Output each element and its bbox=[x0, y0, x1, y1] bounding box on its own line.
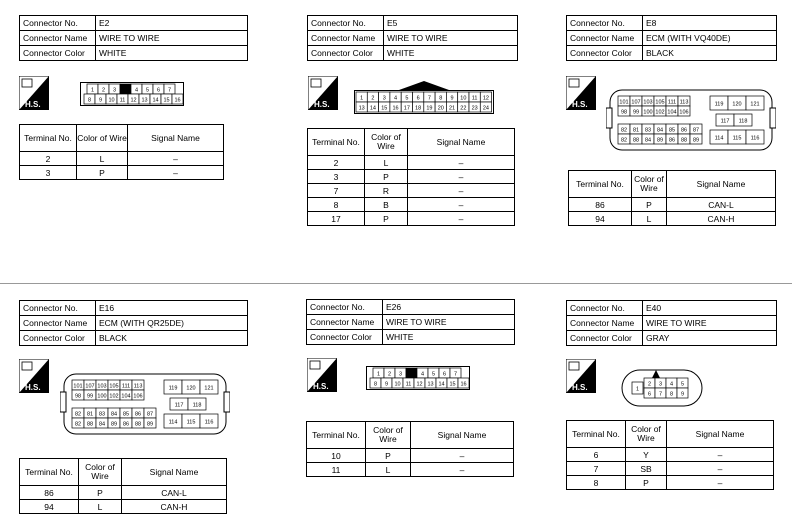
pin-label: 116 bbox=[204, 419, 214, 426]
pin-label: 10 bbox=[460, 95, 467, 102]
connector-panel-e40 bbox=[566, 300, 777, 346]
terminal-table-e8: Terminal No. Color of Wire Signal Name 86 P CAN-L 94 L CAN-H bbox=[568, 170, 776, 226]
pin-label: 10 bbox=[394, 381, 401, 388]
pin-label: 87 bbox=[146, 411, 154, 418]
pin-label: 24 bbox=[482, 105, 490, 112]
pin-label: 105 bbox=[109, 383, 119, 390]
terminal-table-e2 bbox=[19, 124, 224, 180]
connector-panel-e2 bbox=[19, 15, 248, 61]
pin-label: 87 bbox=[692, 127, 700, 134]
hs-icon bbox=[307, 358, 337, 392]
pin-label: 15 bbox=[163, 97, 170, 104]
connector-name-label: Connector Name bbox=[308, 31, 384, 46]
svg-text:H.S.: H.S. bbox=[314, 100, 330, 109]
pin-label: 86 bbox=[668, 137, 676, 144]
pin-label: 6 bbox=[156, 87, 161, 94]
pin-label: 100 bbox=[643, 109, 653, 116]
pin-label: 4 bbox=[669, 381, 674, 388]
pin-label: 1 bbox=[90, 87, 95, 94]
svg-text:H.S.: H.S. bbox=[313, 382, 329, 391]
pin-label: 11 bbox=[119, 97, 126, 104]
pin-label: 114 bbox=[168, 419, 178, 426]
pin-label: 1 bbox=[635, 386, 640, 393]
connector-info-table: Connector No. E26 Connector Name WIRE TO WIRE Connector Color WHITE bbox=[306, 299, 515, 345]
pin-label: 16 bbox=[392, 105, 399, 112]
terminal-table-e40: Terminal No. Color of Wire Signal Name 6 Y – 7 SB – 8 P – bbox=[566, 420, 774, 490]
connector-color-value: GRAY bbox=[643, 331, 777, 346]
pin-label: 13 bbox=[141, 97, 148, 104]
pin-label: 5 bbox=[680, 381, 685, 388]
pin-label: 14 bbox=[369, 105, 377, 112]
connector-face-e2 bbox=[80, 82, 184, 106]
connector-no-value: E26 bbox=[383, 300, 515, 315]
pin-label: 3 bbox=[658, 381, 663, 388]
pin-cell bbox=[406, 368, 417, 378]
connector-face-e26 bbox=[366, 366, 470, 390]
pin-label: 12 bbox=[482, 95, 490, 102]
pin-label: 113 bbox=[133, 383, 143, 390]
pin-label: 82 bbox=[74, 411, 82, 418]
connector-info-table: Connector No. E8 Connector Name ECM (WITH VQ40DE) Connector Color BLACK bbox=[566, 15, 777, 61]
pin-label: 83 bbox=[644, 127, 652, 134]
pin-label: 104 bbox=[121, 393, 131, 400]
table-row: 6 Y – bbox=[567, 448, 774, 462]
connector-color-label: Connector Color bbox=[308, 46, 384, 61]
pin-label: 82 bbox=[620, 137, 628, 144]
pin-label: 8 bbox=[373, 381, 378, 388]
svg-text:H.S.: H.S. bbox=[572, 383, 588, 392]
connector-panel-e8 bbox=[566, 15, 777, 61]
pin-label: 103 bbox=[643, 99, 653, 106]
hs-icon bbox=[19, 76, 49, 110]
connector-name-value: ECM (WITH QR25DE) bbox=[96, 316, 248, 331]
pin-label: 8 bbox=[87, 97, 92, 104]
pin-label: 20 bbox=[437, 105, 444, 112]
pin-label: 121 bbox=[750, 101, 760, 108]
pin-label: 84 bbox=[656, 127, 664, 134]
pin-label: 12 bbox=[130, 97, 137, 104]
connector-name-label: Connector Name bbox=[20, 31, 96, 46]
hs-icon bbox=[566, 359, 596, 393]
pin-label: 119 bbox=[714, 101, 724, 108]
pin-label: 15 bbox=[381, 105, 388, 112]
pin-label: 115 bbox=[732, 135, 742, 142]
connector-face-e5 bbox=[354, 80, 494, 114]
pin-label: 7 bbox=[453, 371, 458, 378]
pin-label: 23 bbox=[471, 105, 478, 112]
hs-icon bbox=[19, 359, 49, 393]
connector-color-value: WHITE bbox=[384, 46, 518, 61]
connector-no-value: E5 bbox=[384, 16, 518, 31]
pin-label: 103 bbox=[97, 383, 107, 390]
hs-icon bbox=[308, 76, 338, 110]
pin-label: 106 bbox=[679, 109, 689, 116]
pin-label: 3 bbox=[112, 87, 117, 94]
pin-label: 15 bbox=[449, 381, 456, 388]
pin-label: 8 bbox=[439, 95, 443, 102]
pin-label: 85 bbox=[122, 411, 130, 418]
svg-text:H.S.: H.S. bbox=[572, 100, 588, 109]
connector-info-table bbox=[19, 15, 248, 61]
pin-label: 5 bbox=[431, 371, 436, 378]
pin-label: 101 bbox=[73, 383, 83, 390]
pin-label: 14 bbox=[438, 381, 445, 388]
pin-label: 2 bbox=[101, 87, 106, 94]
pin-label: 81 bbox=[632, 127, 640, 134]
connector-color-label: Connector Color bbox=[20, 46, 96, 61]
pin-label: 86 bbox=[680, 127, 688, 134]
pin-label: 84 bbox=[98, 421, 106, 428]
pin-label: 120 bbox=[186, 385, 196, 392]
table-row: 17 P – bbox=[308, 212, 515, 226]
pin-label: 7 bbox=[427, 95, 431, 102]
pin-cell bbox=[120, 84, 131, 94]
pin-label: 89 bbox=[146, 421, 154, 428]
pin-label: 99 bbox=[632, 109, 640, 116]
pin-label: 102 bbox=[655, 109, 665, 116]
connector-no-value: E2 bbox=[96, 16, 248, 31]
table-row: 10 P – bbox=[307, 449, 514, 463]
pin-label: 111 bbox=[121, 383, 131, 390]
connector-name-value: WIRE TO WIRE bbox=[643, 316, 777, 331]
pin-label: 88 bbox=[134, 421, 142, 428]
pin-label: 9 bbox=[680, 391, 685, 398]
wire-color-header: Color of Wire bbox=[77, 125, 128, 152]
pin-label: 89 bbox=[656, 137, 664, 144]
table-row: 2 L – bbox=[308, 156, 515, 170]
pin-label: 5 bbox=[145, 87, 150, 94]
pin-label: 100 bbox=[97, 393, 107, 400]
pin-label: 7 bbox=[658, 391, 663, 398]
pin-label: 9 bbox=[98, 97, 103, 104]
pin-label: 88 bbox=[632, 137, 640, 144]
pin-label: 22 bbox=[460, 105, 467, 112]
table-row: 94 L CAN-H bbox=[569, 212, 776, 226]
connector-color-value: BLACK bbox=[96, 331, 248, 346]
pin-label: 111 bbox=[667, 99, 677, 106]
pin-label: 88 bbox=[680, 137, 688, 144]
pin-label: 104 bbox=[667, 109, 677, 116]
table-row: 94 L CAN-H bbox=[20, 500, 227, 514]
pin-label: 2 bbox=[387, 371, 392, 378]
pin-label: 82 bbox=[74, 421, 82, 428]
terminal-table-e26: Terminal No. Color of Wire Signal Name 10 P – 11 L – bbox=[306, 421, 514, 477]
table-row: 3 P – bbox=[308, 170, 515, 184]
table-row: 3 P – bbox=[20, 166, 224, 180]
pin-label: 102 bbox=[109, 393, 119, 400]
pin-label: 101 bbox=[619, 99, 629, 106]
connector-info-table: Connector No. E16 Connector Name ECM (WITH QR25DE) Connector Color BLACK bbox=[19, 300, 248, 346]
pin-label: 4 bbox=[394, 95, 398, 102]
pin-label: 6 bbox=[416, 95, 420, 102]
pin-label: 16 bbox=[174, 97, 181, 104]
pin-label: 106 bbox=[133, 393, 143, 400]
connector-name-value: WIRE TO WIRE bbox=[383, 315, 515, 330]
pin-label: 118 bbox=[738, 118, 748, 125]
section-divider bbox=[0, 283, 792, 284]
pin-label: 86 bbox=[122, 421, 130, 428]
pin-label: 4 bbox=[420, 371, 425, 378]
pin-label: 13 bbox=[358, 105, 365, 112]
pin-label: 118 bbox=[192, 402, 202, 409]
pin-label: 81 bbox=[86, 411, 94, 418]
connector-no-label: Connector No. bbox=[308, 16, 384, 31]
connector-name-value: WIRE TO WIRE bbox=[96, 31, 248, 46]
pin-label: 113 bbox=[679, 99, 689, 106]
pin-label: 1 bbox=[376, 371, 381, 378]
pin-label: 6 bbox=[442, 371, 447, 378]
pin-label: 3 bbox=[382, 95, 386, 102]
table-row: 2 L – bbox=[20, 152, 224, 166]
connector-no-value: E16 bbox=[96, 301, 248, 316]
pin-label: 9 bbox=[450, 95, 454, 102]
pin-label: 119 bbox=[168, 385, 178, 392]
table-row: 11 L – bbox=[307, 463, 514, 477]
pin-label: 98 bbox=[620, 109, 628, 116]
connector-panel-e26 bbox=[306, 299, 515, 345]
connector-info-table: Connector No. E40 Connector Name WIRE TO WIRE Connector Color GRAY bbox=[566, 300, 777, 346]
pin-label: 4 bbox=[134, 87, 139, 94]
pin-label: 114 bbox=[714, 135, 724, 142]
pin-label: 18 bbox=[415, 105, 422, 112]
pin-label: 88 bbox=[86, 421, 94, 428]
hs-icon bbox=[566, 76, 596, 110]
pin-label: 89 bbox=[110, 421, 118, 428]
pin-label: 10 bbox=[108, 97, 115, 104]
table-row: 8 B – bbox=[308, 198, 515, 212]
pin-label: 5 bbox=[405, 95, 409, 102]
pin-label: 85 bbox=[668, 127, 676, 134]
pin-label: 117 bbox=[720, 118, 730, 125]
svg-text:H.S.: H.S. bbox=[25, 383, 41, 392]
pin-label: 1 bbox=[360, 95, 364, 102]
connector-face-e16 bbox=[60, 368, 230, 438]
terminal-table-e16: Terminal No. Color of Wire Signal Name 86 P CAN-L 94 L CAN-H bbox=[19, 458, 227, 514]
pin-label: 84 bbox=[644, 137, 652, 144]
pin-label: 117 bbox=[174, 402, 184, 409]
connector-face-e8 bbox=[606, 84, 776, 154]
pin-label: 3 bbox=[398, 371, 403, 378]
connector-panel-e16 bbox=[19, 300, 248, 346]
table-row: 7 R – bbox=[308, 184, 515, 198]
hs-label: H.S. bbox=[25, 100, 41, 109]
connector-no-value: E8 bbox=[643, 16, 777, 31]
pin-label: 11 bbox=[471, 95, 478, 102]
pin-label: 12 bbox=[416, 381, 423, 388]
connector-color-value: WHITE bbox=[96, 46, 248, 61]
table-row: 86 P CAN-L bbox=[20, 486, 227, 500]
table-row: 7 SB – bbox=[567, 462, 774, 476]
pin-label: 107 bbox=[631, 99, 641, 106]
pin-label: 2 bbox=[647, 381, 652, 388]
pin-label: 115 bbox=[186, 419, 196, 426]
terminal-no-header: Terminal No. bbox=[20, 125, 77, 152]
pin-label: 98 bbox=[74, 393, 82, 400]
pin-label: 99 bbox=[86, 393, 94, 400]
pin-label: 16 bbox=[460, 381, 467, 388]
table-row: 86 P CAN-L bbox=[569, 198, 776, 212]
pin-label: 21 bbox=[448, 105, 456, 112]
pin-label: 17 bbox=[403, 105, 410, 112]
pin-label: 89 bbox=[692, 137, 700, 144]
pin-label: 121 bbox=[204, 385, 214, 392]
connector-color-value: BLACK bbox=[643, 46, 777, 61]
pin-label: 105 bbox=[655, 99, 665, 106]
pin-label: 82 bbox=[620, 127, 628, 134]
connector-face-e40 bbox=[620, 368, 704, 408]
pin-label: 2 bbox=[371, 95, 375, 102]
pin-label: 9 bbox=[384, 381, 389, 388]
pin-label: 14 bbox=[152, 97, 159, 104]
pin-label: 107 bbox=[85, 383, 95, 390]
pin-label: 8 bbox=[669, 391, 674, 398]
pin-label: 86 bbox=[134, 411, 142, 418]
pin-label: 7 bbox=[167, 87, 172, 94]
pin-label: 19 bbox=[426, 105, 433, 112]
pin-label: 120 bbox=[732, 101, 742, 108]
pin-label: 11 bbox=[405, 381, 412, 388]
signal-name-header: Signal Name bbox=[128, 125, 224, 152]
connector-name-value: ECM (WITH VQ40DE) bbox=[643, 31, 777, 46]
table-row: 8 P – bbox=[567, 476, 774, 490]
pin-label: 84 bbox=[110, 411, 118, 418]
pin-label: 116 bbox=[750, 135, 760, 142]
connector-name-value: WIRE TO WIRE bbox=[384, 31, 518, 46]
connector-no-label: Connector No. bbox=[20, 16, 96, 31]
pin-label: 13 bbox=[427, 381, 434, 388]
pin-label: 6 bbox=[647, 391, 652, 398]
pin-label: 83 bbox=[98, 411, 106, 418]
connector-no-value: E40 bbox=[643, 301, 777, 316]
connector-color-value: WHITE bbox=[383, 330, 515, 345]
terminal-table-e5: Terminal No. Color of Wire Signal Name 2 L – 3 P – 7 R – 8 B – 17 P – bbox=[307, 128, 515, 226]
